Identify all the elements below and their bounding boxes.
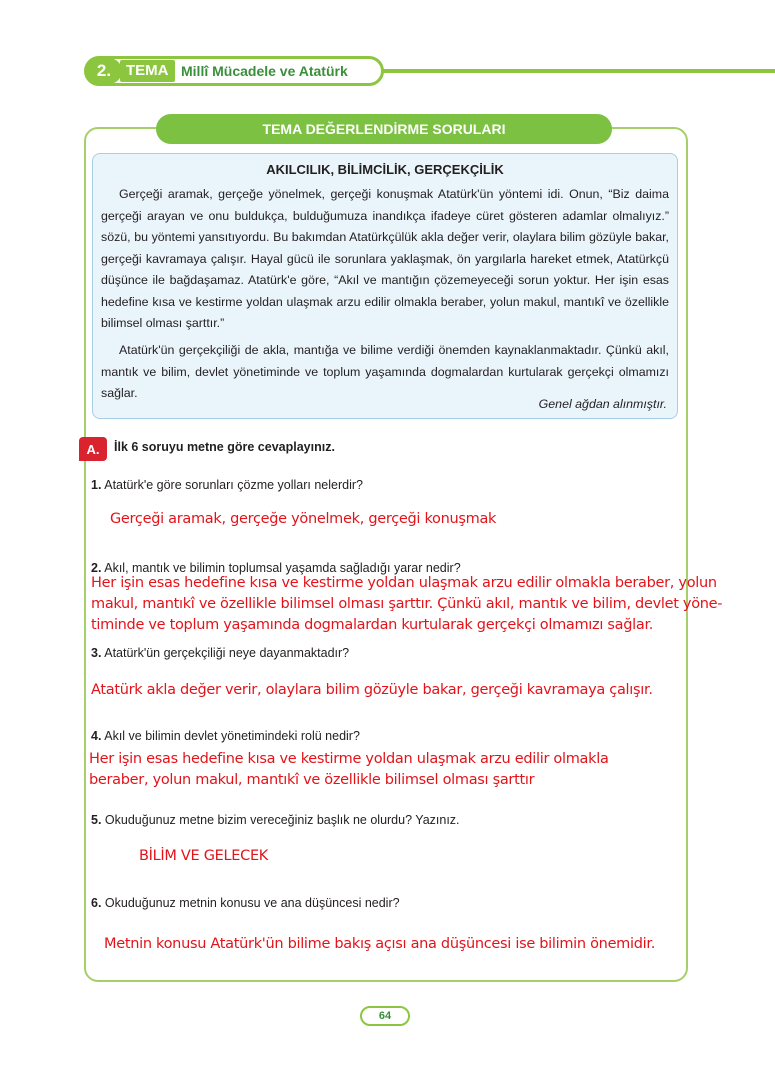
- question-text: Akıl ve bilimin devlet yönetimindeki rolü nedir?: [104, 729, 360, 743]
- answer-4-line-1: Her işin esas hedefine kısa ve kestirme yoldan ulaşmak arzu edilir olmakla: [89, 751, 609, 767]
- reading-paragraph-2: Atatürk'ün gerçekçiliği de akla, mantığa ve bilime verdiği önemden kaynaklanmaktadır. Çünkü akıl, mantık ve bilim, devlet yönetiminde ve toplum yaşamında dogmalardan kurtularak gerçekçi olmamızı sağlar.: [101, 343, 669, 400]
- answer-3: Atatürk akla değer verir, olaylara bilim gözüyle bakar, gerçeği kavramaya çalışır.: [91, 682, 653, 698]
- question-text: Akıl, mantık ve bilimin toplumsal yaşamda sağladığı yarar nedir?: [104, 561, 461, 575]
- question-text: Atatürk'ün gerçekçiliği neye dayanmaktadır?: [104, 646, 350, 660]
- unit-number: 2.: [86, 58, 122, 84]
- question-text: Okuduğunuz metnin konusu ve ana düşüncesi nedir?: [104, 896, 400, 910]
- answer-6: Metnin konusu Atatürk'ün bilime bakış açısı ana düşüncesi ise bilimin önemidir.: [104, 936, 656, 952]
- header-rule: [382, 69, 775, 73]
- page-number: 64: [360, 1006, 410, 1026]
- reading-paragraph-1: Gerçeği aramak, gerçeğe yönelmek, gerçeği konuşmak Atatürk'ün yöntemi idi. Onun, “Biz daima gerçeği arayan ve onu buldukça, bulduğumuza inandıkça ifadeye cüret gösteren adamlar olmalıyız.” sözü, bu yöntemi yansıtıyordu. Bu bakımdan Atatürkçülük akla değer verir, olaylara bilim gözüyle bakar, gerçeği kavramaya çalışır. Hayal gücü ile sorunlara yaklaşmak, ön yargılarla hareket etmek, Atatürkçü düşünce ile bağdaşamaz. Atatürk'e göre, “Akıl ve mantığın çözemeyeceği sorun yoktur. Her işin esas hedefine kısa ve kestirme yoldan ulaşmak arzu edilir olmakla beraber, yolun makul, mantıkî ve özellikle bilimsel olması şarttır.”: [101, 187, 669, 330]
- section-banner: TEMA DEĞERLENDİRME SORULARI: [156, 114, 612, 144]
- question-number: 4.: [91, 729, 102, 743]
- question-3: [91, 646, 349, 660]
- question-number: 6.: [91, 896, 102, 910]
- unit-label: TEMA: [120, 60, 175, 82]
- answer-1: Gerçeği aramak, gerçeğe yönelmek, gerçeği konuşmak: [110, 511, 497, 527]
- question-6: [91, 896, 400, 910]
- question-number: 3.: [91, 646, 102, 660]
- question-number: 2.: [91, 561, 102, 575]
- question-text: Okuduğunuz metne bizim vereceğiniz başlık ne olurdu? Yazınız.: [104, 813, 460, 827]
- answer-2-line-1: Her işin esas hedefine kısa ve kestirme yoldan ulaşmak arzu edilir olmakla beraber, yolun: [91, 575, 717, 591]
- question-1: [91, 478, 363, 492]
- question-text: Atatürk'e göre sorunları çözme yolları nelerdir?: [104, 478, 363, 492]
- question-number: 5.: [91, 813, 102, 827]
- reading-source: Genel ağdan alınmıştır.: [538, 397, 667, 411]
- question-number: 1.: [91, 478, 102, 492]
- answer-2-line-3: timinde ve toplum yaşamında dogmalardan kurtularak gerçekçi olmamızı sağlar.: [91, 617, 654, 633]
- section-a-instruction: İlk 6 soruyu metne göre cevaplayınız.: [114, 440, 335, 454]
- unit-title: Millî Mücadele ve Atatürk: [181, 63, 348, 79]
- question-4: [91, 729, 360, 743]
- answer-5: BİLİM VE GELECEK: [139, 848, 269, 864]
- question-5: [91, 813, 460, 827]
- answer-2-line-2: makul, mantıkî ve özellikle bilimsel olması şarttır. Çünkü akıl, mantık ve bilim, devlet yöne-: [91, 596, 723, 612]
- reading-title: AKILCILIK, BİLİMCİLİK, GERÇEKÇİLİK: [266, 162, 504, 177]
- section-a-badge: A.: [79, 437, 107, 461]
- answer-4-line-2: beraber, yolun makul, mantıkî ve özellikle bilimsel olması şarttır: [89, 772, 535, 788]
